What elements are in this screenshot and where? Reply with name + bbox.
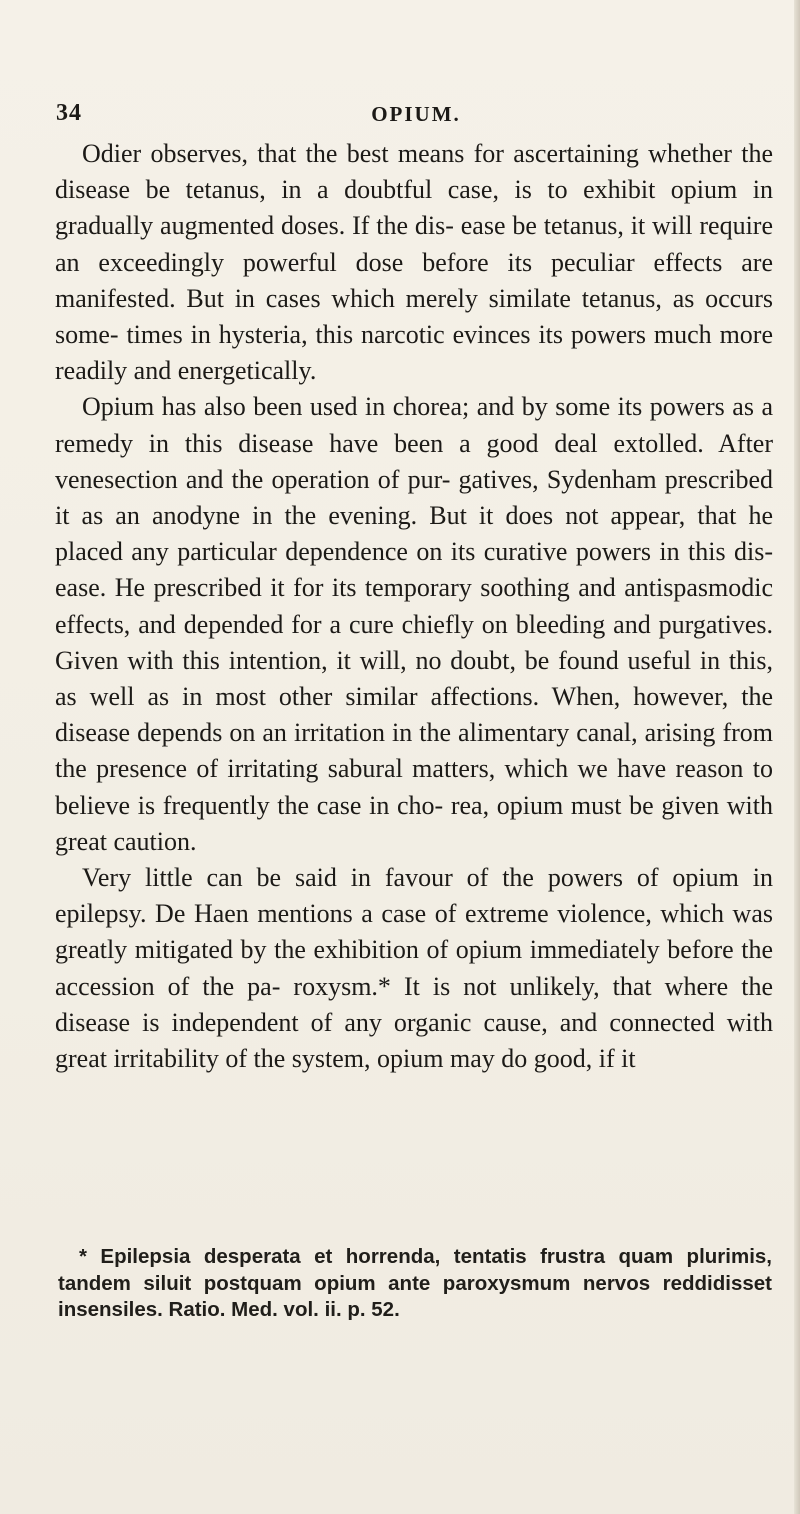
body-text xyxy=(55,136,773,1077)
paragraph-epilepsy: Very little can be said in favour of the powers of opium in epilepsy. De Haen mentions a case of extreme violence, which was greatly mitigated by the exhibition of opium immediately before the accession of the pa- roxysm.* It is not unlikely, that where the disease is independent of any organic cause, and connected with great irritability of the system, opium may do good, if it xyxy=(55,863,773,1074)
page-edge xyxy=(794,0,800,1514)
page-header xyxy=(56,100,776,140)
running-head: OPIUM. xyxy=(371,102,461,126)
paragraph-chorea: Opium has also been used in chorea; and by some its powers as a remedy in this disease have been a good deal extolled. After venesection and the operation of pur- gatives, Sydenham prescribed it as an anodyne in the evening. But it does not appear, that he placed any particular dependence on its curative powers in this dis- ease. He prescribed it for its temporary soothing and antispasmodic effects, and depended for a cure chiefly on bleeding and purgatives. Given with this intention, it will, no doubt, be found useful in this, as well as in most other similar affections. When, however, the disease depends on an irritation in the alimentary canal, arising from the presence of irritating sabural matters, which we have reason to believe is frequently the case in cho- rea, opium must be given with great caution. xyxy=(55,392,773,856)
footnote-text: * Epilepsia desperata et horrenda, tentatis frustra quam plurimis, tandem siluit postquam opium ante paroxysmum nervos reddidisset insensiles. Ratio. Med. vol. ii. p. 52. xyxy=(58,1245,772,1321)
footnote xyxy=(58,1244,772,1324)
page-number: 34 xyxy=(56,100,82,126)
paragraph-tetanus: Odier observes, that the best means for ascertaining whether the disease be tetanus, in a doubtful case, is to exhibit opium in gradually augmented doses. If the dis- ease be tetanus, it will require an exceedingly powerful dose before its peculiar effects are manifested. But in cases which merely similate tetanus, as occurs some- times in hysteria, this narcotic evinces its powers much more readily and energetically. xyxy=(55,139,773,386)
